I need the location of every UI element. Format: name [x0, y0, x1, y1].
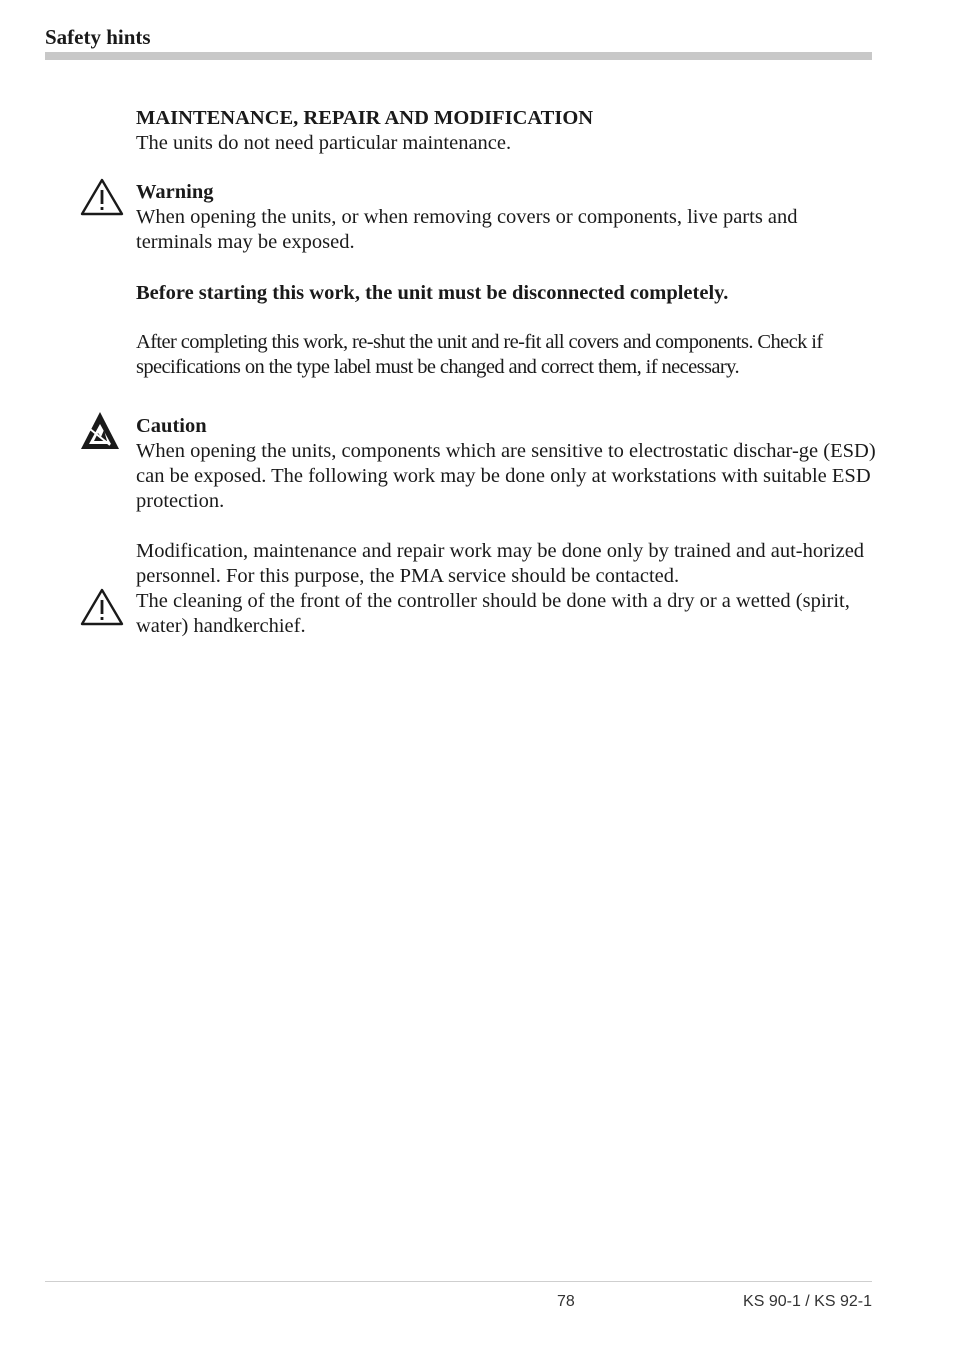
warning-after-text: After completing this work, re-shut the unit and re-fit all covers and components. Check if specifications on the type label must be changed and correct them, if necessary. [136, 331, 823, 378]
section-heading: MAINTENANCE, REPAIR AND MODIFICATION [136, 107, 594, 129]
warning-title: Warning [136, 181, 214, 203]
caution-title: Caution [136, 415, 207, 437]
cleaning-text: The cleaning of the front of the controller should be done with a dry or a wetted (spirit, water) handkerchief. [136, 590, 850, 637]
header-title: Safety hints [45, 25, 151, 49]
warning-notice [136, 281, 876, 306]
caution-text: When opening the units, components which are sensitive to electrostatic dischar-ge (ESD) can be exposed. The following work may be done only at workstations with suitable ESD protection. [136, 440, 876, 512]
warning-after [136, 330, 876, 380]
warning-triangle-icon [80, 178, 124, 216]
footer-rule [45, 1281, 872, 1282]
section-intro: The units do not need particular maintenance. [136, 132, 512, 154]
esd-warning-icon [80, 411, 120, 451]
page-number: 78 [557, 1293, 575, 1310]
maintenance-section [136, 106, 876, 156]
warning-block [136, 180, 876, 255]
warning-text: When opening the units, or when removing covers or components, live parts and terminals may be exposed. [136, 206, 798, 253]
header-rule [45, 52, 872, 60]
caution-block [136, 414, 876, 514]
warning-triangle-icon [80, 588, 124, 626]
warning-bold-notice: Before starting this work, the unit must be disconnected completely. [136, 282, 729, 304]
product-name: KS 90-1 / KS 92-1 [743, 1293, 872, 1310]
modification-block [136, 539, 876, 639]
modification-text: Modification, maintenance and repair work may be done only by trained and aut-horized personnel. For this purpose, the PMA service should be contacted. [136, 540, 865, 587]
